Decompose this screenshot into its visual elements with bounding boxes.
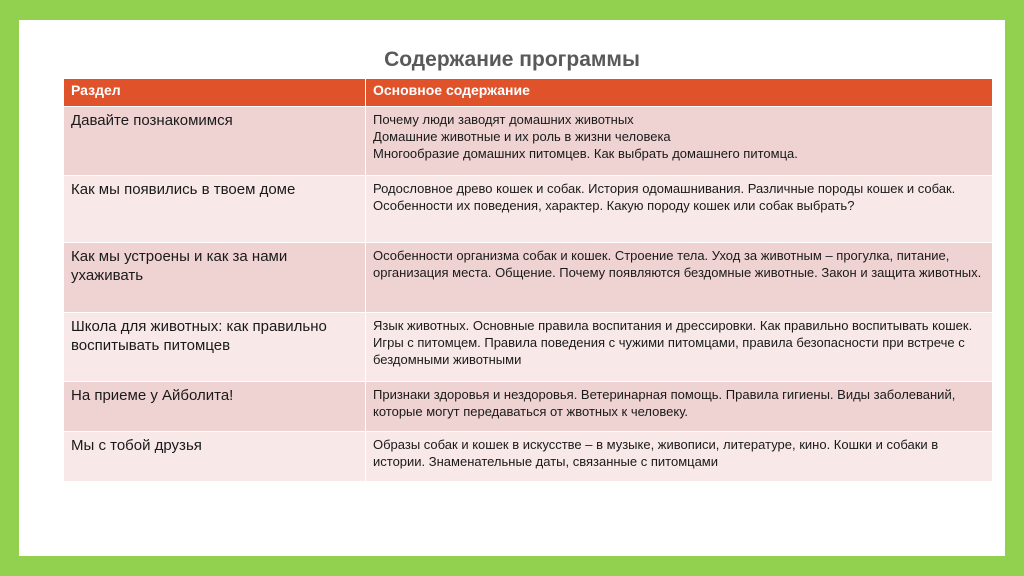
section-cell: Давайте познакомимся: [64, 107, 366, 176]
content-line: Домашние животные и их роль в жизни человека: [373, 129, 671, 144]
content-line: Многообразие домашних питомцев. Как выбрать домашнего питомца.: [373, 146, 798, 161]
table-row: [64, 313, 993, 382]
content-cell: Язык животных. Основные правила воспитания и дрессировки. Как правильно воспитывать кошек. Игры с питомцем. Правила поведения с чужими питомцами, правила безопасности при встрече с бездомными животными: [366, 313, 993, 382]
program-table: [63, 78, 993, 482]
section-cell: Как мы устроены и как за нами ухаживать: [64, 243, 366, 313]
header-content: Основное содержание: [366, 79, 993, 107]
section-cell: На приеме у Айболита!: [64, 382, 366, 432]
section-cell: Как мы появились в твоем доме: [64, 176, 366, 243]
header-section: Раздел: [64, 79, 366, 107]
content-cell: Образы собак и кошек в искусстве – в музыке, живописи, литературе, кино. Кошки и собаки в истории. Знаменательные даты, связанные с питомцами: [366, 432, 993, 482]
content-cell: Признаки здоровья и нездоровья. Ветеринарная помощь. Правила гигиены. Виды заболеваний, которые могут передаваться от жвотных к человеку.: [366, 382, 993, 432]
section-cell: Мы с тобой друзья: [64, 432, 366, 482]
page-title: Содержание программы: [384, 48, 640, 71]
content-cell: Родословное древо кошек и собак. История одомашнивания. Различные породы кошек и собак. Особенности их поведения, характер. Какую породу кошек или собак выбрать?: [366, 176, 993, 243]
table-row: [64, 176, 993, 243]
table-row: [64, 432, 993, 482]
content-cell: Особенности организма собак и кошек. Строение тела. Уход за животным – прогулка, питание, организация места. Общение. Почему появляются бездомные животные. Закон и защита животных.: [366, 243, 993, 313]
content-line: Почему люди заводят домашних животных: [373, 112, 634, 127]
slide: [19, 20, 1005, 556]
table-row: [64, 243, 993, 313]
table-row: [64, 107, 993, 176]
table-row: [64, 382, 993, 432]
table-header-row: [64, 79, 993, 107]
content-cell: [366, 107, 993, 176]
section-cell: Школа для животных: как правильно воспитывать питомцев: [64, 313, 366, 382]
